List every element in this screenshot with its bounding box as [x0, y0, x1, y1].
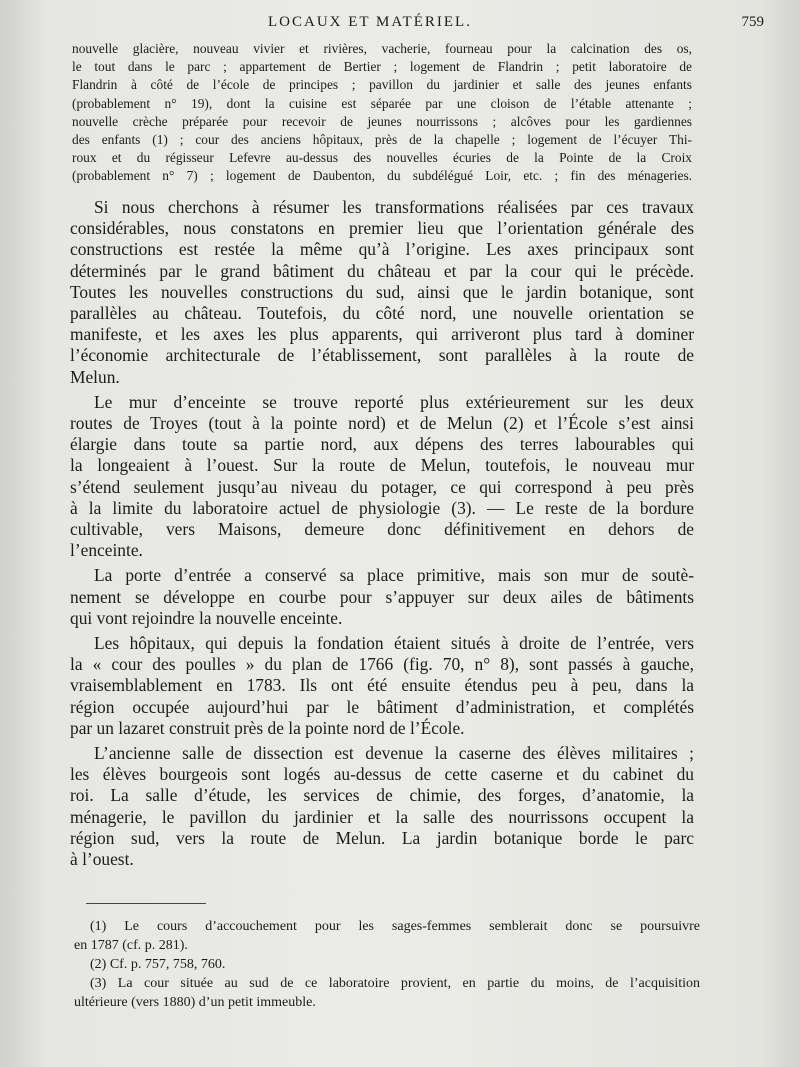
text-line: routes de Troyes (tout à la pointe nord) et de Melun (2) et l’École s’est ainsi	[70, 413, 694, 434]
list-line: nouvelle glacière, nouveau vivier et rivières, vacherie, fourneau pour la calcination des os,	[72, 41, 692, 56]
footnote-line: en 1787 (cf. p. 281).	[74, 938, 188, 953]
text-line: manifeste, et les axes les plus apparents, qui arriveront plus tard à dominer	[70, 324, 694, 345]
text-line: Melun.	[70, 366, 120, 387]
running-head	[0, 6, 800, 36]
list-line: nouvelle crèche préparée pour recevoir de jeunes nourrissons ; alcôves pour les gardiennes	[72, 113, 692, 129]
text-line: à l’ouest.	[70, 849, 134, 870]
text-line: constructions est restée la même qu’à l’origine. Les axes principaux sont	[70, 239, 694, 260]
footnote-line: (2) Cf. p. 757, 758, 760.	[90, 957, 226, 972]
footnote-2	[74, 955, 700, 974]
list-line: le tout dans le parc ; appartement de Bertier ; logement de Flandrin ; petit laboratoire de	[72, 59, 692, 75]
text-line: nement se développe en courbe pour s’appuyer sur deux ailes de bâtiments	[70, 586, 694, 607]
text-line: la longeaient à l’ouest. Sur la route de Melun, toutefois, le nouveau mur	[70, 455, 694, 476]
text-line: Le mur d’enceinte se trouve reporté plus extérieurement sur les deux	[94, 391, 694, 412]
list-line: roux et du régisseur Lefevre au-dessus des nouvelles écuries de la Pointe de la Croix	[72, 150, 692, 166]
text-line: la « cour des poulles » du plan de 1766 (fig. 70, n° 8), sont passés à gauche,	[70, 654, 694, 675]
paragraph-1	[70, 197, 694, 388]
paragraph-2	[70, 392, 694, 562]
list-line: des enfants (1) ; cour des anciens hôpitaux, près de la chapelle ; logement de l’écuyer Thi-	[72, 132, 692, 148]
text-line: parallèles au château. Toutefois, du côté nord, une nouvelle orientation se	[70, 303, 694, 324]
footnotes	[74, 917, 700, 1012]
text-line: Les hôpitaux, qui depuis la fondation étaient situés à droite de l’entrée, vers	[94, 633, 694, 654]
footnote-rule	[86, 903, 206, 904]
page-number: 759	[741, 14, 764, 30]
text-line: cultivable, vers Maisons, demeure donc définitivement en dehors de	[70, 519, 694, 540]
footnote-line: ultérieure (vers 1880) d’un petit immeuble.	[74, 995, 316, 1010]
text-line: roi. La salle d’étude, les services de chimie, des forges, d’anatomie, la	[70, 785, 694, 806]
list-line: (probablement n° 19), dont la cuisine est séparée par une cloison de l’étable attenante ;	[72, 95, 692, 111]
text-line: région occupée aujourd’hui par le bâtiment d’administration, et complétés	[70, 696, 694, 717]
running-title: LOCAUX ET MATÉRIEL.	[268, 14, 472, 30]
list-line: (probablement n° 7) ; logement de Daubenton, du subdélégué Loir, etc. ; fin des ménageries.	[72, 168, 692, 184]
text-line: à la limite du laboratoire actuel de physiologie (3). — Le reste de la bordure	[70, 497, 694, 518]
text-line: Toutes les nouvelles constructions du sud, ainsi que le jardin botanique, sont	[70, 281, 694, 302]
text-line: élargie dans toute sa partie nord, aux dépens des terres labourables qui	[70, 434, 694, 455]
text-line: ménagerie, le pavillon du jardinier et la salle des nourrissons occupent la	[70, 806, 694, 827]
paragraph-3	[70, 565, 694, 629]
body-text	[70, 197, 694, 874]
text-line: l’économie architecturale de l’établissement, sont parallèles à la route de	[70, 345, 694, 366]
text-line: l’enceinte.	[70, 540, 143, 561]
text-line: vraisemblablement en 1783. Ils ont été ensuite étendus peu à peu, dans la	[70, 675, 694, 696]
text-line: les élèves bourgeois sont logés au-dessus de cette caserne et du cabinet du	[70, 764, 694, 785]
paragraph-5	[70, 743, 694, 870]
text-line: Si nous cherchons à résumer les transformations réalisées par ces travaux	[94, 197, 694, 217]
paragraph-4	[70, 633, 694, 739]
text-line: région sud, vers la route de Melun. La jardin botanique borde le parc	[70, 827, 694, 848]
text-line: qui vont rejoindre la nouvelle enceinte.	[70, 607, 343, 628]
text-line: considérables, nous constatons en premier lieu que l’orientation générale des	[70, 218, 694, 239]
text-line: déterminés par le grand bâtiment du château et par la cour qui le précède.	[70, 260, 694, 281]
text-line: s’étend seulement jusqu’au niveau du potager, ce qui correspond à peu près	[70, 476, 694, 497]
list-continuation	[72, 40, 692, 186]
list-line: Flandrin à côté de l’école de principes ; pavillon du jardinier et salle des jeunes enfants	[72, 77, 692, 93]
footnote-3	[74, 974, 700, 1012]
text-line: La porte d’entrée a conservé sa place primitive, mais son mur de soutè-	[94, 565, 694, 586]
footnote-1	[74, 917, 700, 955]
text-line: par un lazaret construit près de la pointe nord de l’École.	[70, 717, 465, 738]
footnote-line: (3) La cour située au sud de ce laboratoire provient, en partie du moins, de l’acquisition	[90, 976, 700, 991]
footnote-line: (1) Le cours d’accouchement pour les sages-femmes semblerait donc se poursuivre	[90, 919, 700, 934]
text-line: L’ancienne salle de dissection est devenue la caserne des élèves militaires ;	[94, 743, 694, 764]
